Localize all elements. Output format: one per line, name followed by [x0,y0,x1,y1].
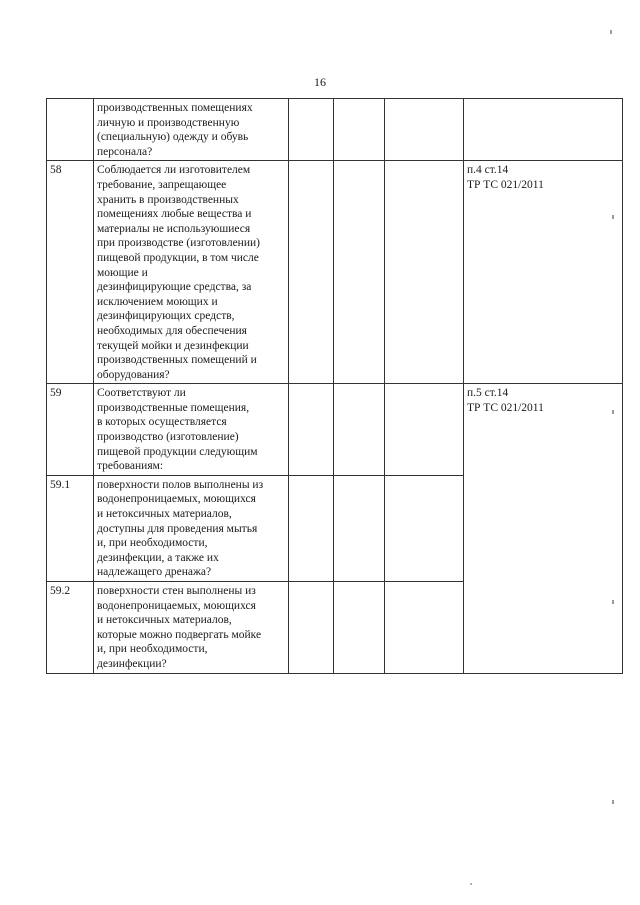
question-line: водонепроницаемых, моющихся [97,599,256,612]
answer-na-cell [385,475,464,581]
question-line: надлежащего дренажа? [97,566,212,579]
question-cell [94,384,289,476]
question-line: материалы не используюшиеся [97,222,251,235]
question-line: и, при необходимости, [97,643,208,656]
answer-yes-cell [289,582,334,674]
answer-no-cell [334,475,385,581]
question-line: дезинфекции? [97,657,167,670]
row-number: 58 [47,161,94,384]
answer-na-cell [385,582,464,674]
question-line: производственных помещениях [97,102,253,114]
reference-cell [464,582,623,674]
question-line: в которых осуществляется [97,416,227,429]
checklist-table [46,98,623,674]
table-row [47,161,623,384]
question-line: моющие и [97,266,148,279]
question-line: дезинфицирующих средств, [97,310,235,323]
table-row [47,582,623,674]
reference-cell [464,161,623,384]
reference-cell [464,384,623,476]
question-line: исключением моющих и [97,295,218,308]
table-row [47,99,623,161]
reference-cell [464,475,623,581]
question-line: которые можно подвергать мойке [97,628,262,641]
question-line: производственных помещений и [97,354,257,367]
question-line: хранить в производственных [97,193,239,206]
question-line: личную и производственную [97,116,240,129]
question-line: при производстве (изготовлении) [97,237,260,250]
question-line: дезинфекции, а также их [97,551,219,564]
answer-no-cell [334,384,385,476]
reference-line: ТР ТС 021/2011 [467,401,544,414]
question-line: пищевой продукции следующим [97,445,258,458]
answer-yes-cell [289,99,334,161]
question-line: (специальную) одежду и обувь [97,131,249,144]
question-cell [94,99,289,161]
question-line: требованиям: [97,460,164,473]
question-line: персонала? [97,145,153,158]
question-line: и нетоксичных материалов, [97,508,232,521]
row-number: 59.2 [47,582,94,674]
answer-yes-cell [289,161,334,384]
question-line: доступны для проведения мытья [97,522,258,535]
question-line: поверхности стен выполнены из [97,585,256,597]
question-line: поверхности полов выполнены из [97,478,264,491]
question-line: Соблюдается ли изготовителем [97,164,251,177]
question-line: помещениях любые вещества и [97,208,252,221]
question-cell [94,582,289,674]
scan-margin-mark [612,800,614,804]
question-line: производственные помещения, [97,401,250,414]
reference-line: п.5 ст.14 [467,387,509,400]
answer-na-cell [385,99,464,161]
question-line: и нетоксичных материалов, [97,614,232,627]
row-number [47,99,94,161]
question-line: дезинфицирующие средства, за [97,281,252,294]
scan-margin-mark [610,30,612,34]
question-line: требование, запрещающее [97,178,227,191]
question-cell [94,161,289,384]
reference-line: ТР ТС 021/2011 [467,178,544,191]
scan-dot [470,883,472,885]
answer-na-cell [385,384,464,476]
table-row [47,384,623,476]
answer-yes-cell [289,475,334,581]
question-line: производство (изготовление) [97,431,239,444]
answer-yes-cell [289,384,334,476]
question-line: и, при необходимости, [97,537,208,550]
question-line: Соответствуют ли [97,387,186,400]
scan-margin-mark [612,410,614,414]
answer-no-cell [334,99,385,161]
answer-no-cell [334,582,385,674]
question-line: текущей мойки и дезинфекции [97,339,249,352]
question-line: пищевой продукции, в том числе [97,251,259,264]
answer-na-cell [385,161,464,384]
reference-line: п.4 ст.14 [467,164,509,177]
question-line: необходимых для обеспечения [97,324,247,337]
row-number: 59.1 [47,475,94,581]
page-number: 16 [314,75,326,89]
row-number: 59 [47,384,94,476]
question-cell [94,475,289,581]
reference-cell [464,99,623,161]
question-line: оборудования? [97,368,170,381]
question-line: водонепроницаемых, моющихся [97,493,256,506]
answer-no-cell [334,161,385,384]
scan-margin-mark [612,600,614,604]
scan-margin-mark [612,215,614,219]
table-row [47,475,623,581]
